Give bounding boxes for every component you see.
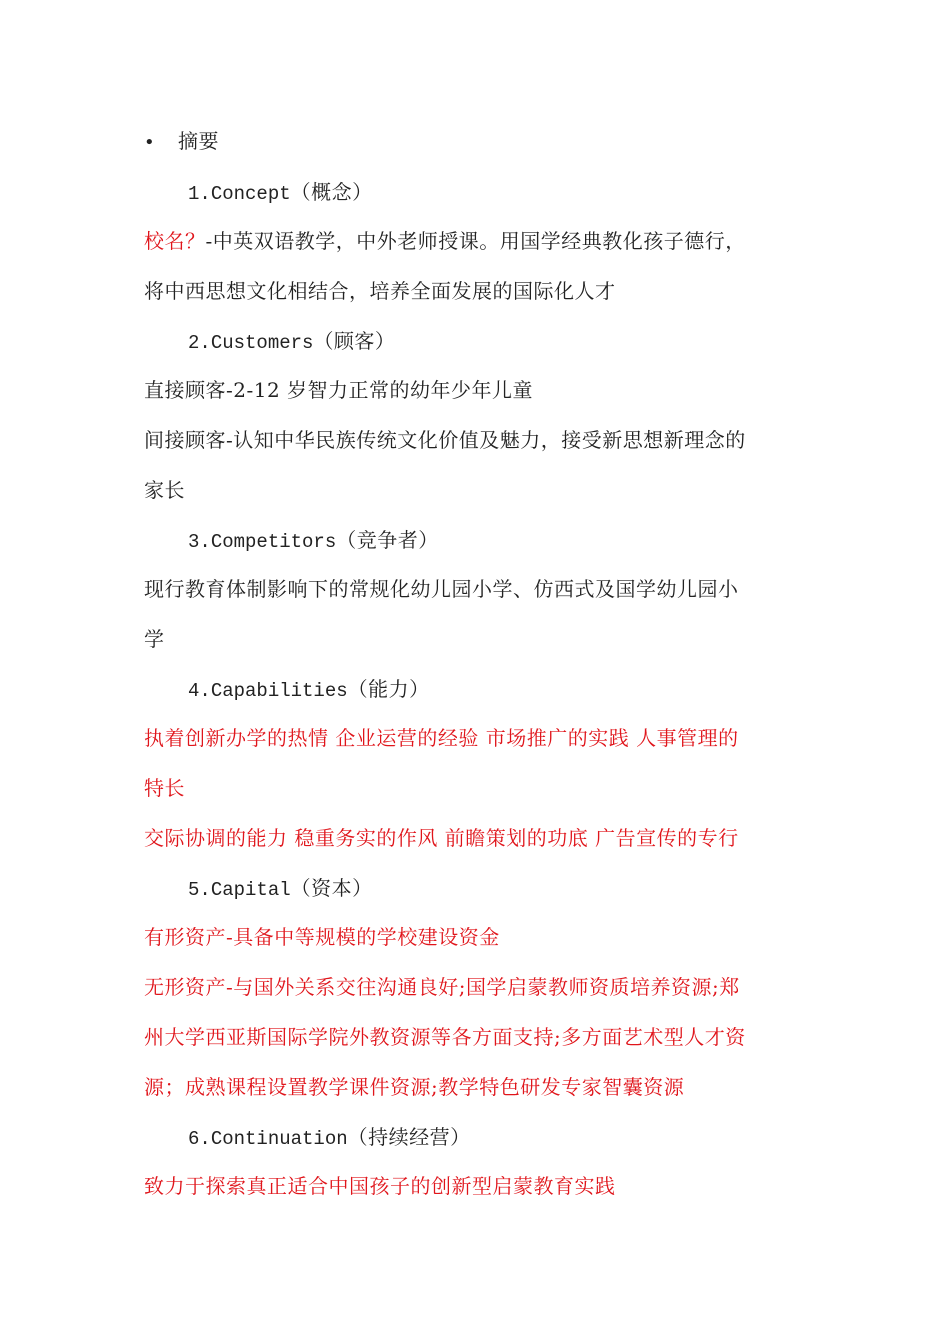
capabilities-line-3: 交际协调的能力 稳重务实的作风 前瞻策划的功底 广告宣传的专行: [144, 826, 739, 850]
competitors-line-1: 现行教育体制影响下的常规化幼儿园小学、仿西式及国学幼儿园小: [144, 577, 739, 601]
section-heading-competitors: 3.Competitors（竞争者）: [188, 528, 439, 553]
competitors-line-2: 学: [144, 627, 165, 651]
section-heading-capital: 5.Capital（资本）: [188, 876, 373, 901]
customers-line-3: 家长: [144, 478, 185, 502]
section-heading-concept: 1.Concept（概念）: [188, 180, 373, 205]
summary-title: 摘要: [178, 129, 219, 153]
capital-line-4: 源；成熟课程设置教学课件资源;教学特色研发专家智囊资源: [144, 1075, 685, 1099]
bullet-icon: •: [144, 132, 156, 153]
capabilities-line-2: 特长: [144, 776, 185, 800]
section-heading-customers: 2.Customers（顾客）: [188, 329, 396, 354]
school-name-placeholder: 校名？: [144, 229, 206, 253]
summary-heading: [144, 127, 219, 157]
concept-line-2: 将中西思想文化相结合，培养全面发展的国际化人才: [144, 279, 616, 303]
continuation-line-1: 致力于探索真正适合中国孩子的创新型启蒙教育实践: [144, 1174, 616, 1198]
section-heading-capabilities: 4.Capabilities（能力）: [188, 677, 430, 702]
section-heading-continuation: 6.Continuation（持续经营）: [188, 1125, 471, 1150]
customers-line-1: 直接顾客-2-12 岁智力正常的幼年少年儿童: [144, 378, 534, 402]
concept-line-1: 校名？-中英双语教学，中外老师授课。用国学经典教化孩子德行，: [144, 229, 746, 253]
capital-line-3: 州大学西亚斯国际学院外教资源等各方面支持;多方面艺术型人才资: [144, 1025, 746, 1049]
capabilities-line-1: 执着创新办学的热情 企业运营的经验 市场推广的实践 人事管理的: [144, 726, 739, 750]
capital-line-2: 无形资产-与国外关系交往沟通良好;国学启蒙教师资质培养资源;郑: [144, 975, 740, 999]
customers-line-2: 间接顾客-认知中华民族传统文化价值及魅力，接受新思想新理念的: [144, 428, 746, 452]
capital-line-1: 有形资产-具备中等规模的学校建设资金: [144, 925, 500, 949]
